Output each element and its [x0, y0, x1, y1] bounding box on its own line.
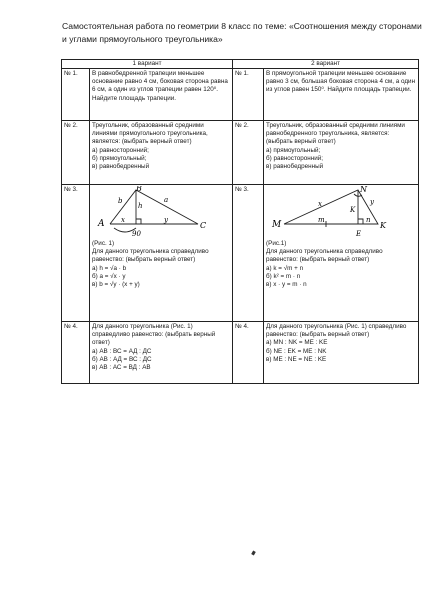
task-text: Для данного треугольника (Рис. 1) справедливо равенство: (выбрать верный ответ)	[266, 323, 407, 339]
vertex-label: N	[360, 186, 368, 194]
vertex-label: 90	[132, 230, 141, 238]
answer-option: в) равнобедренный	[266, 163, 324, 171]
side-label: a	[164, 196, 169, 204]
scan-mark	[251, 551, 256, 556]
answer-option: в) равнобедренный	[92, 163, 150, 171]
answer-option: в) x · y = m · n	[266, 281, 307, 289]
vertex-label: K	[380, 221, 386, 230]
side-label: h	[138, 202, 143, 210]
right-angle-mark	[358, 219, 363, 224]
assignment-table	[61, 59, 419, 384]
triangle-outline	[284, 190, 378, 224]
segment-label: y	[164, 216, 168, 224]
answer-option: а) h = √a · b	[92, 264, 127, 272]
answer-option: б) равносторонний;	[266, 154, 324, 162]
answer-option: а) равносторонний;	[92, 146, 149, 154]
task-number: № 2.	[62, 121, 90, 185]
side-label: y	[370, 198, 374, 206]
task-text: Треугольник, образованный средними линиями равнобедренного треугольника, является: (выбрать верный ответ)	[266, 122, 405, 146]
task-text: Для данного треугольника (Рис. 1) справедливо равенство: (выбрать верный ответ)	[92, 323, 216, 347]
task-row	[62, 185, 419, 322]
side-label: x	[318, 200, 322, 208]
task-number: № 4.	[233, 322, 264, 384]
variant-2-header: 2 вариант	[233, 60, 419, 69]
task-cell	[90, 322, 233, 384]
vertex-label: C	[200, 221, 207, 230]
task-cell	[90, 185, 233, 322]
answer-option: б) АВ : АД = ВС : ДС	[92, 355, 152, 363]
answer-option: а) АВ : ВС = АД : ДС	[92, 347, 152, 355]
variant-1-header: 1 вариант	[62, 60, 233, 69]
task-number: № 3.	[62, 185, 90, 322]
answer-option: а) k = √m + n	[266, 264, 304, 272]
task-cell	[90, 121, 233, 185]
task-row	[62, 121, 419, 185]
task-row	[62, 322, 419, 384]
answer-option: а) прямоугольный;	[266, 146, 321, 154]
task-number: № 4.	[62, 322, 90, 384]
triangle-figure-2	[266, 186, 396, 239]
task-text: В равнобедренной трапеции меньшее основание равно 4 см, боковая сторона равна 6 см, а один из углов трапеции равен 120⁰. Найдите площадь трапеции.	[90, 69, 233, 121]
page-title: Самостоятельная работа по геометрии 8 класс по теме: «Соотношения между сторонами и углами прямоугольного треугольника»	[62, 21, 422, 44]
side-label: b	[118, 197, 123, 205]
task-text: Для данного треугольника справедливо равенство: (выбрать верный ответ)	[92, 248, 209, 264]
segment-label: x	[121, 216, 125, 224]
task-number: № 2.	[233, 121, 264, 185]
answer-option: б) a = √x · y	[92, 272, 126, 280]
triangle-figure-1	[92, 186, 222, 239]
answer-option: б) k² = m · n	[266, 272, 301, 280]
task-cell	[264, 322, 419, 384]
header-row	[62, 60, 419, 69]
figure-caption: (Рис. 1)	[92, 240, 115, 247]
task-number: № 1.	[62, 69, 90, 121]
answer-option: в) ME : NE = NE : KE	[266, 355, 327, 363]
answer-option: в) b = √y · (x + y)	[92, 281, 140, 289]
segment-label: m	[318, 216, 325, 224]
segment-label: n	[366, 216, 371, 224]
answer-option: б) NE : EK = ME : NK	[266, 347, 327, 355]
task-cell	[264, 185, 419, 322]
task-cell	[264, 121, 419, 185]
answer-option: в) АВ : АС = ВД : АВ	[92, 364, 151, 372]
task-text: Для данного треугольника справедливо равенство: (выбрать верный ответ)	[266, 248, 383, 264]
figure-caption: (Рис.1)	[266, 240, 287, 247]
task-row	[62, 69, 419, 121]
answer-option: б) прямоугольный;	[92, 154, 147, 162]
task-text: Треугольник, образованный средними линиями прямоугольного треугольника, является: (выбрать верный ответ)	[92, 122, 208, 146]
vertex-label: A	[98, 219, 105, 229]
answer-option: а) MN : NK = ME : KE	[266, 339, 328, 347]
task-number: № 1.	[233, 69, 264, 121]
vertex-label: M	[272, 220, 282, 230]
task-number: № 3.	[233, 185, 264, 322]
vertex-label: B	[136, 186, 142, 193]
task-text: В прямоугольной трапеции меньшее основание равно 3 см, большая боковая сторона 4 см, а один из углов равен 150⁰. Найдите площадь трапеции.	[264, 69, 419, 121]
side-label: K	[350, 206, 356, 214]
right-angle-mark	[136, 219, 141, 224]
vertex-label: E	[356, 230, 362, 238]
